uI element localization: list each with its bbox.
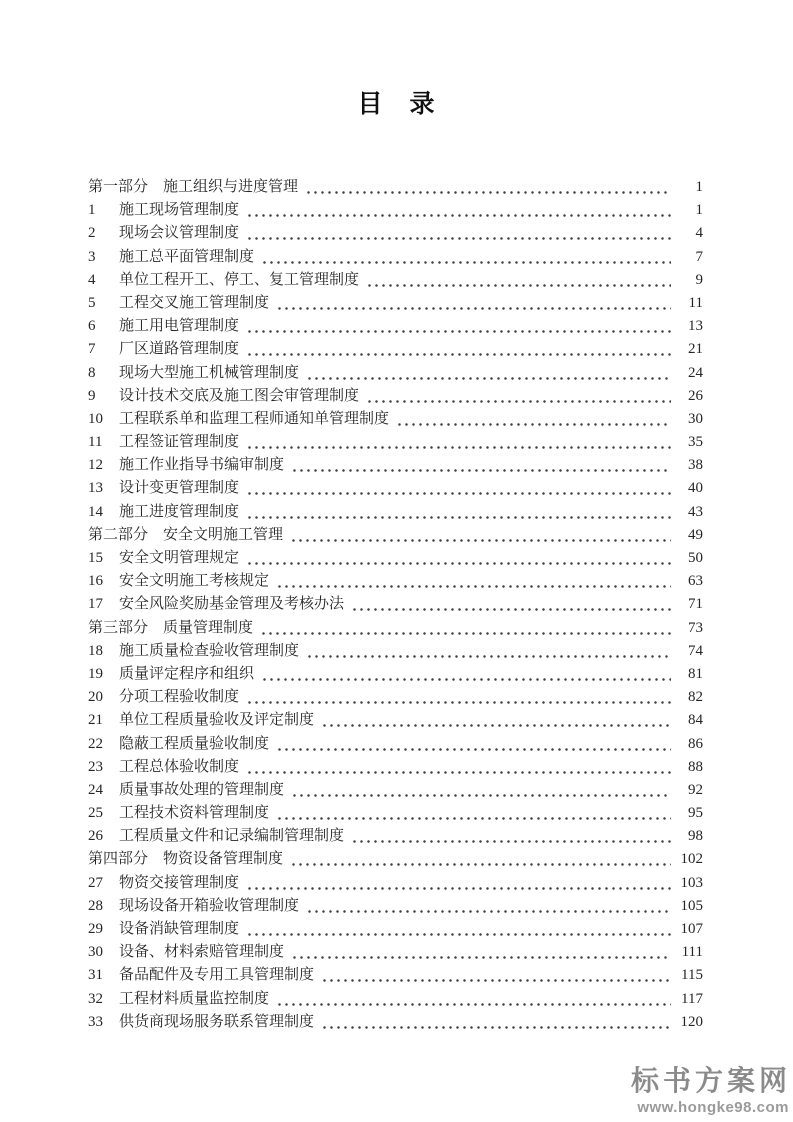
toc-item-row xyxy=(88,315,703,338)
toc-entry-title: 工程总体验收制度 xyxy=(119,758,240,775)
toc-entry-page-number: 9 xyxy=(695,271,703,288)
toc-item-number: 13 xyxy=(88,480,103,497)
toc-item-number: 17 xyxy=(88,596,103,613)
toc-item-number: 28 xyxy=(88,897,103,914)
toc-item-number: 33 xyxy=(88,1013,103,1030)
toc-item-row xyxy=(88,222,703,245)
toc-entry-page-number: 1 xyxy=(695,202,703,219)
toc-entry-page-number: 63 xyxy=(688,573,703,590)
toc-item-number: 11 xyxy=(88,434,103,451)
toc-item-number: 19 xyxy=(88,665,103,682)
toc-entry-title: 施工进度管理制度 xyxy=(119,503,240,520)
toc-entry-page-number: 115 xyxy=(681,967,703,984)
toc-entry-title: 安全文明施工管理 xyxy=(163,526,284,543)
toc-item-number: 8 xyxy=(88,364,96,381)
dot-leader xyxy=(290,524,671,547)
toc-entry-page-number: 117 xyxy=(681,990,703,1007)
toc-entry-title: 工程联系单和监理工程师通知单管理制度 xyxy=(119,410,390,427)
toc-entry-page-number: 111 xyxy=(681,944,703,961)
toc-item-row xyxy=(88,640,703,663)
toc-entry-title: 施工质量检查验收管理制度 xyxy=(119,642,300,659)
toc-item-row xyxy=(88,338,703,361)
toc-entry-title: 工程技术资料管理制度 xyxy=(119,805,270,822)
toc-item-number: 1 xyxy=(88,202,96,219)
dot-leader xyxy=(261,246,671,269)
toc-item-row xyxy=(88,199,703,222)
dot-leader xyxy=(261,663,671,686)
dot-leader xyxy=(321,1011,671,1034)
toc-section-row xyxy=(88,617,703,640)
toc-entry-page-number: 13 xyxy=(688,318,703,335)
toc-item-number: 10 xyxy=(88,410,103,427)
toc-entry-page-number: 82 xyxy=(688,689,703,706)
toc-entry-page-number: 103 xyxy=(680,874,703,891)
toc-entry-page-number: 40 xyxy=(688,480,703,497)
toc-entry-title: 厂区道路管理制度 xyxy=(119,341,240,358)
dot-leader xyxy=(246,547,671,570)
watermark xyxy=(631,1066,789,1116)
dot-leader xyxy=(276,733,671,756)
dot-leader xyxy=(246,872,671,895)
toc-entry-page-number: 71 xyxy=(688,596,703,613)
toc-item-number: 9 xyxy=(88,387,96,404)
toc-item-number: 2 xyxy=(88,225,96,242)
toc-item-row xyxy=(88,477,703,500)
toc-entry-page-number: 30 xyxy=(688,410,703,427)
dot-leader xyxy=(246,338,671,361)
toc-item-number: 24 xyxy=(88,781,103,798)
dot-leader xyxy=(246,199,671,222)
toc-item-row xyxy=(88,570,703,593)
toc-item-row xyxy=(88,454,703,477)
toc-section-label: 第四部分 xyxy=(88,851,149,868)
dot-leader xyxy=(366,385,671,408)
toc-item-number: 14 xyxy=(88,503,103,520)
toc-item-number: 26 xyxy=(88,828,103,845)
toc-entry-title: 设计技术交底及施工图会审管理制度 xyxy=(119,387,360,404)
toc-item-row xyxy=(88,269,703,292)
toc-item-number: 7 xyxy=(88,341,96,358)
dot-leader xyxy=(306,895,671,918)
toc-item-row xyxy=(88,431,703,454)
dot-leader xyxy=(276,292,671,315)
dot-leader xyxy=(351,593,671,616)
toc-section-label: 第一部分 xyxy=(88,179,149,195)
toc-item-number: 15 xyxy=(88,550,103,566)
toc-item-number: 23 xyxy=(88,758,103,775)
dot-leader xyxy=(246,686,671,709)
toc-item-number: 3 xyxy=(88,248,96,265)
dot-leader xyxy=(321,964,671,987)
toc-entry-title: 设备消缺管理制度 xyxy=(119,921,240,937)
toc-entry-page-number: 4 xyxy=(695,225,703,242)
toc-entry-title: 物资交接管理制度 xyxy=(119,874,240,891)
toc-item-row xyxy=(88,895,703,918)
toc-item-row xyxy=(88,292,703,315)
dot-leader xyxy=(246,477,671,500)
toc-item-row xyxy=(88,941,703,964)
toc-item-number: 12 xyxy=(88,457,103,474)
toc-item-number: 22 xyxy=(88,735,103,752)
dot-leader xyxy=(246,918,671,941)
toc-entry-title: 隐蔽工程质量验收制度 xyxy=(119,735,270,752)
toc-item-row xyxy=(88,686,703,709)
toc-section-label: 第二部分 xyxy=(88,526,149,543)
toc-entry-page-number: 24 xyxy=(688,364,703,381)
toc-entry-page-number: 74 xyxy=(688,642,703,659)
toc-entry-title: 工程材料质量监控制度 xyxy=(119,990,270,1007)
dot-leader xyxy=(246,431,671,454)
toc-entry-page-number: 81 xyxy=(688,665,703,682)
toc-entry-page-number: 50 xyxy=(688,550,703,566)
toc-item-row xyxy=(88,918,703,941)
toc-item-row xyxy=(88,385,703,408)
toc-entry-title: 单位工程开工、停工、复工管理制度 xyxy=(119,271,360,288)
toc-item-row xyxy=(88,779,703,802)
dot-leader xyxy=(306,362,671,385)
page-title: 目 录 xyxy=(357,91,436,118)
dot-leader xyxy=(305,176,671,199)
toc-entry-title: 施工现场管理制度 xyxy=(119,202,240,219)
toc-entry-title: 分项工程验收制度 xyxy=(119,689,240,706)
dot-leader xyxy=(260,617,671,640)
toc-entry-page-number: 84 xyxy=(688,712,703,729)
toc-item-number: 20 xyxy=(88,689,103,706)
toc-entry-page-number: 92 xyxy=(688,781,703,798)
toc-item-row xyxy=(88,709,703,732)
toc-entry-page-number: 73 xyxy=(688,619,703,636)
dot-leader xyxy=(306,640,671,663)
toc-item-row xyxy=(88,964,703,987)
toc-entry-title: 安全风险奖励基金管理及考核办法 xyxy=(119,596,345,613)
toc-entry-title: 现场设备开箱验收管理制度 xyxy=(119,897,300,914)
toc-item-row xyxy=(88,733,703,756)
toc-entry-title: 物资设备管理制度 xyxy=(163,851,284,868)
toc-item-number: 6 xyxy=(88,318,96,335)
toc-item-number: 29 xyxy=(88,921,103,937)
toc-entry-page-number: 1 xyxy=(695,179,703,195)
toc-entry-page-number: 86 xyxy=(688,735,703,752)
dot-leader xyxy=(276,802,671,825)
toc-entry-title: 工程质量文件和记录编制管理制度 xyxy=(119,828,345,845)
toc-item-number: 5 xyxy=(88,294,96,311)
dot-leader xyxy=(246,501,671,524)
toc-item-row xyxy=(88,408,703,431)
toc-section-row xyxy=(88,176,703,199)
toc-item-number: 27 xyxy=(88,874,103,891)
toc-entry-title: 质量评定程序和组织 xyxy=(119,665,255,682)
toc-entry-title: 工程交叉施工管理制度 xyxy=(119,294,270,311)
toc-list xyxy=(88,176,703,1034)
dot-leader xyxy=(366,269,671,292)
toc-entry-page-number: 107 xyxy=(680,921,703,937)
toc-item-number: 32 xyxy=(88,990,103,1007)
toc-item-row xyxy=(88,593,703,616)
toc-entry-page-number: 98 xyxy=(688,828,703,845)
toc-entry-page-number: 7 xyxy=(695,248,703,265)
toc-entry-title: 质量管理制度 xyxy=(163,619,254,636)
toc-entry-page-number: 21 xyxy=(688,341,703,358)
toc-item-number: 21 xyxy=(88,712,103,729)
toc-entry-page-number: 38 xyxy=(688,457,703,474)
toc-item-row xyxy=(88,663,703,686)
dot-leader xyxy=(291,779,671,802)
toc-entry-title: 设备、材料索赔管理制度 xyxy=(119,944,285,961)
toc-entry-title: 供货商现场服务联系管理制度 xyxy=(119,1013,315,1030)
toc-entry-page-number: 105 xyxy=(680,897,703,914)
watermark-url: www.hongke98.com xyxy=(637,1098,789,1116)
toc-entry-page-number: 120 xyxy=(680,1013,703,1030)
dot-leader xyxy=(291,454,671,477)
toc-entry-title: 质量事故处理的管理制度 xyxy=(119,781,285,798)
toc-entry-title: 工程签证管理制度 xyxy=(119,434,240,451)
toc-entry-title: 现场大型施工机械管理制度 xyxy=(119,364,300,381)
toc-item-row xyxy=(88,1011,703,1034)
toc-entry-page-number: 49 xyxy=(688,526,703,543)
dot-leader xyxy=(246,315,671,338)
dot-leader xyxy=(276,570,671,593)
dot-leader xyxy=(276,988,671,1011)
toc-entry-title: 施工用电管理制度 xyxy=(119,318,240,335)
toc-entry-page-number: 35 xyxy=(688,434,703,451)
toc-entry-title: 设计变更管理制度 xyxy=(119,480,240,497)
toc-item-row xyxy=(88,825,703,848)
toc-entry-page-number: 88 xyxy=(688,758,703,775)
toc-item-number: 31 xyxy=(88,967,103,984)
toc-item-row xyxy=(88,547,703,570)
toc-entry-title: 备品配件及专用工具管理制度 xyxy=(119,967,315,984)
toc-item-row xyxy=(88,872,703,895)
toc-entry-page-number: 102 xyxy=(680,851,703,868)
toc-item-number: 16 xyxy=(88,573,103,590)
toc-item-row xyxy=(88,501,703,524)
toc-item-row xyxy=(88,988,703,1011)
toc-entry-title: 施工组织与进度管理 xyxy=(163,179,299,195)
toc-item-number: 4 xyxy=(88,271,96,288)
dot-leader xyxy=(290,848,671,871)
toc-item-row xyxy=(88,802,703,825)
dot-leader xyxy=(396,408,671,431)
toc-entry-title: 安全文明管理规定 xyxy=(119,550,240,566)
toc-section-row xyxy=(88,524,703,547)
toc-item-number: 30 xyxy=(88,944,103,961)
toc-item-row xyxy=(88,246,703,269)
toc-entry-title: 安全文明施工考核规定 xyxy=(119,573,270,590)
toc-entry-title: 单位工程质量验收及评定制度 xyxy=(119,712,315,729)
toc-item-number: 25 xyxy=(88,805,103,822)
toc-entry-title: 现场会议管理制度 xyxy=(119,225,240,242)
toc-entry-page-number: 26 xyxy=(688,387,703,404)
toc-entry-page-number: 95 xyxy=(688,805,703,822)
toc-item-row xyxy=(88,362,703,385)
toc-entry-page-number: 43 xyxy=(688,503,703,520)
dot-leader xyxy=(321,709,671,732)
toc-item-row xyxy=(88,756,703,779)
watermark-site-name: 标书方案网 xyxy=(630,1064,791,1096)
dot-leader xyxy=(246,756,671,779)
toc-entry-page-number: 11 xyxy=(688,294,703,311)
toc-section-label: 第三部分 xyxy=(88,619,149,636)
dot-leader xyxy=(246,222,671,245)
toc-entry-title: 施工总平面管理制度 xyxy=(119,248,255,265)
dot-leader xyxy=(351,825,671,848)
toc-item-number: 18 xyxy=(88,642,103,659)
dot-leader xyxy=(291,941,671,964)
toc-entry-title: 施工作业指导书编审制度 xyxy=(119,457,285,474)
toc-section-row xyxy=(88,848,703,871)
